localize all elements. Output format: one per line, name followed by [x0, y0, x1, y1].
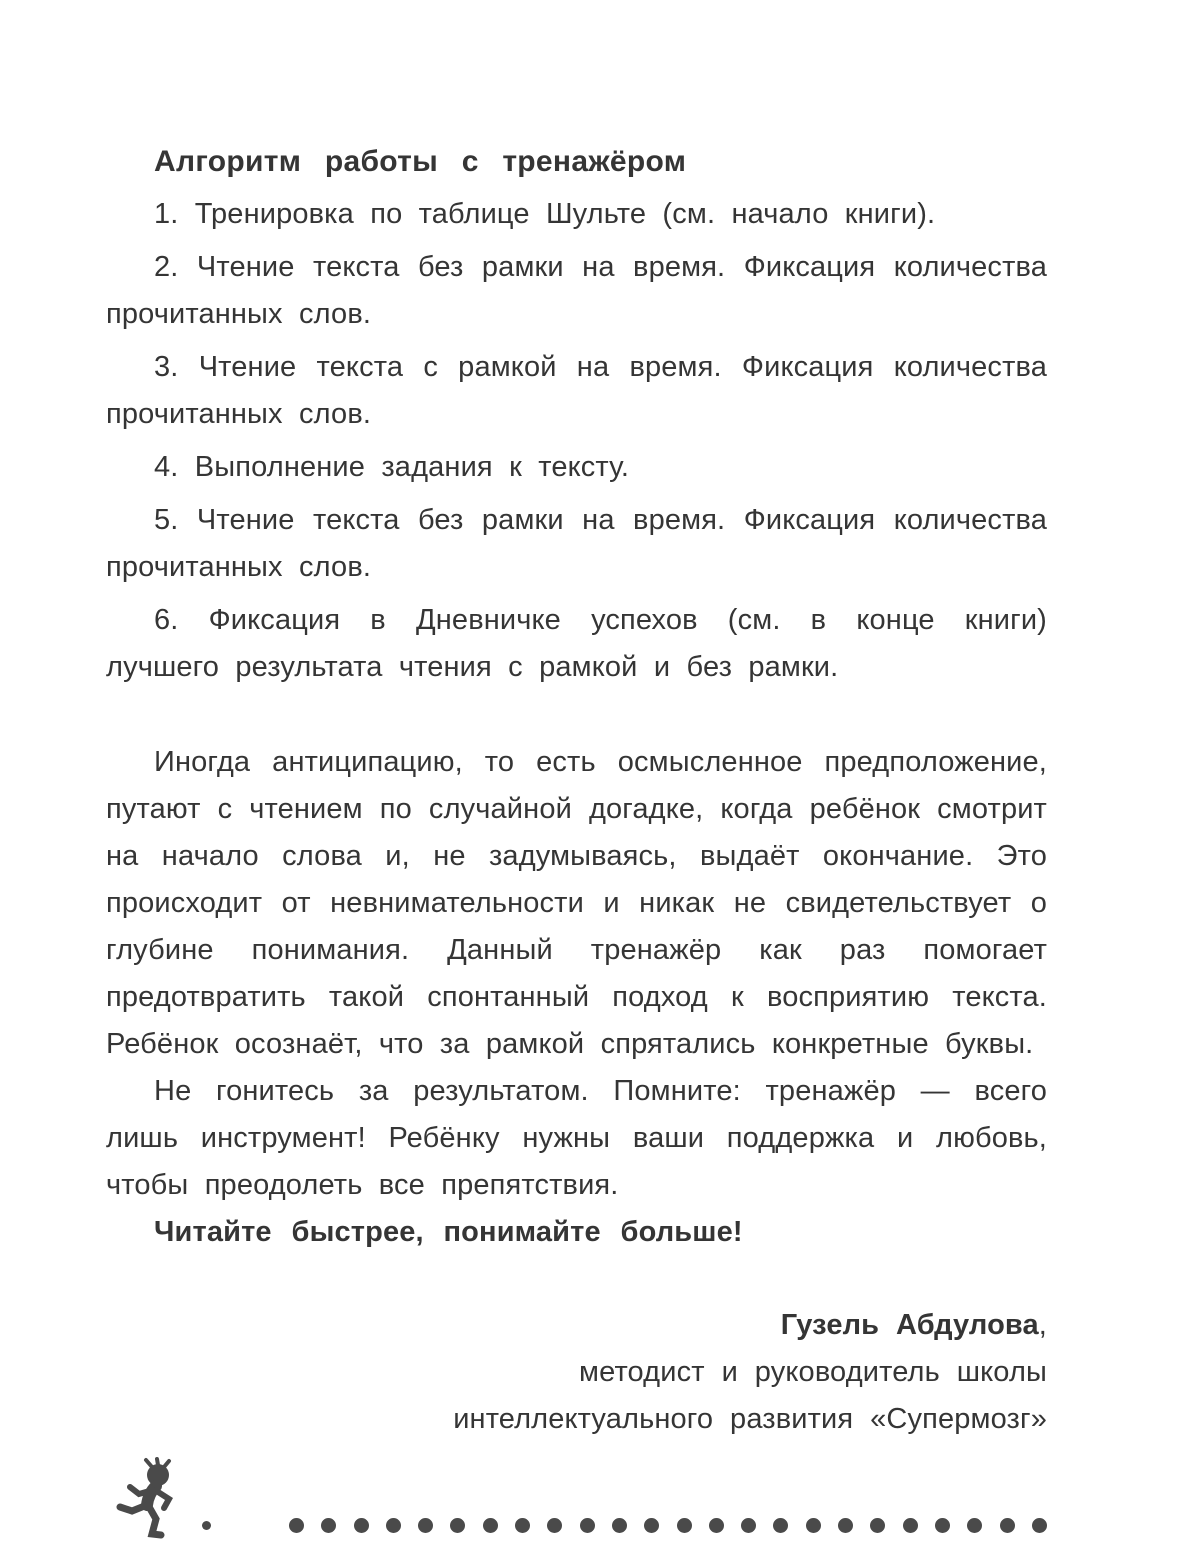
dot — [773, 1518, 788, 1533]
author-role-1: методист и руководитель школы — [579, 1356, 1047, 1388]
dot — [612, 1518, 627, 1533]
dot — [644, 1518, 659, 1533]
dot — [483, 1518, 498, 1533]
dot — [967, 1518, 982, 1533]
paragraph-1: Иногда антиципацию, то есть осмысленное предположение, путают с чтением по случайной догадке, когда ребёнок смотрит на начало слова и, не задумываясь, выдаёт окончание. Это происходит от невнимательности и никак не свидетельствует о глубине понимания. Данный тренажёр как раз помогает предотвратить такой спонтанный подход к восприятию текста. Ребёнок осознаёт, что за рамкой спрятались конкретные буквы. — [106, 746, 1047, 1060]
dot — [677, 1518, 692, 1533]
author-role-2: интеллектуального развития «Супермозг» — [453, 1403, 1047, 1435]
list-item-5: 5. Чтение текста без рамки на время. Фиксация количества прочитанных слов. — [106, 504, 1047, 583]
author-block — [106, 1302, 1047, 1443]
author-name-bold: Гузель Абдулова — [780, 1309, 1039, 1341]
dot — [321, 1518, 336, 1533]
list-item-2: 2. Чтение текста без рамки на время. Фиксация количества прочитанных слов. — [106, 251, 1047, 330]
list-item-4: 4. Выполнение задания к тексту. — [154, 451, 630, 483]
dot — [709, 1518, 724, 1533]
dot — [1032, 1518, 1047, 1533]
dot — [450, 1518, 465, 1533]
list-item-3: 3. Чтение текста с рамкой на время. Фиксация количества прочитанных слов. — [106, 351, 1047, 430]
dot-small — [202, 1521, 211, 1530]
dot — [838, 1518, 853, 1533]
running-child-icon — [112, 1457, 192, 1548]
dot — [580, 1518, 595, 1533]
body-text — [106, 739, 1047, 1256]
dot — [386, 1518, 401, 1533]
dot — [515, 1518, 530, 1533]
paragraph-2: Не гонитесь за результатом. Помните: тренажёр — всего лишь инструмент! Ребёнку нужны ваши поддержка и любовь, чтобы преодолеть все препятствия. — [106, 1075, 1047, 1201]
author-name-comma: , — [1038, 1309, 1047, 1341]
dot — [289, 1518, 304, 1533]
section-heading: Алгоритм работы с тренажёром — [154, 145, 687, 178]
dots-row — [289, 1518, 1047, 1533]
list-item-6: 6. Фиксация в Дневничке успехов (см. в конце книги) лучшего результата чтения с рамкой и без рамки. — [106, 604, 1047, 683]
dot — [354, 1518, 369, 1533]
dot — [1000, 1518, 1015, 1533]
dot — [418, 1518, 433, 1533]
author-name — [106, 1302, 1047, 1349]
dot — [741, 1518, 756, 1533]
dot — [806, 1518, 821, 1533]
list-item-1: 1. Тренировка по таблице Шульте (см. начало книги). — [154, 198, 936, 230]
dot — [935, 1518, 950, 1533]
dot — [547, 1518, 562, 1533]
dot — [903, 1518, 918, 1533]
dot — [870, 1518, 885, 1533]
closing-line: Читайте быстрее, понимайте больше! — [154, 1216, 743, 1248]
page-footer — [106, 1457, 1047, 1548]
